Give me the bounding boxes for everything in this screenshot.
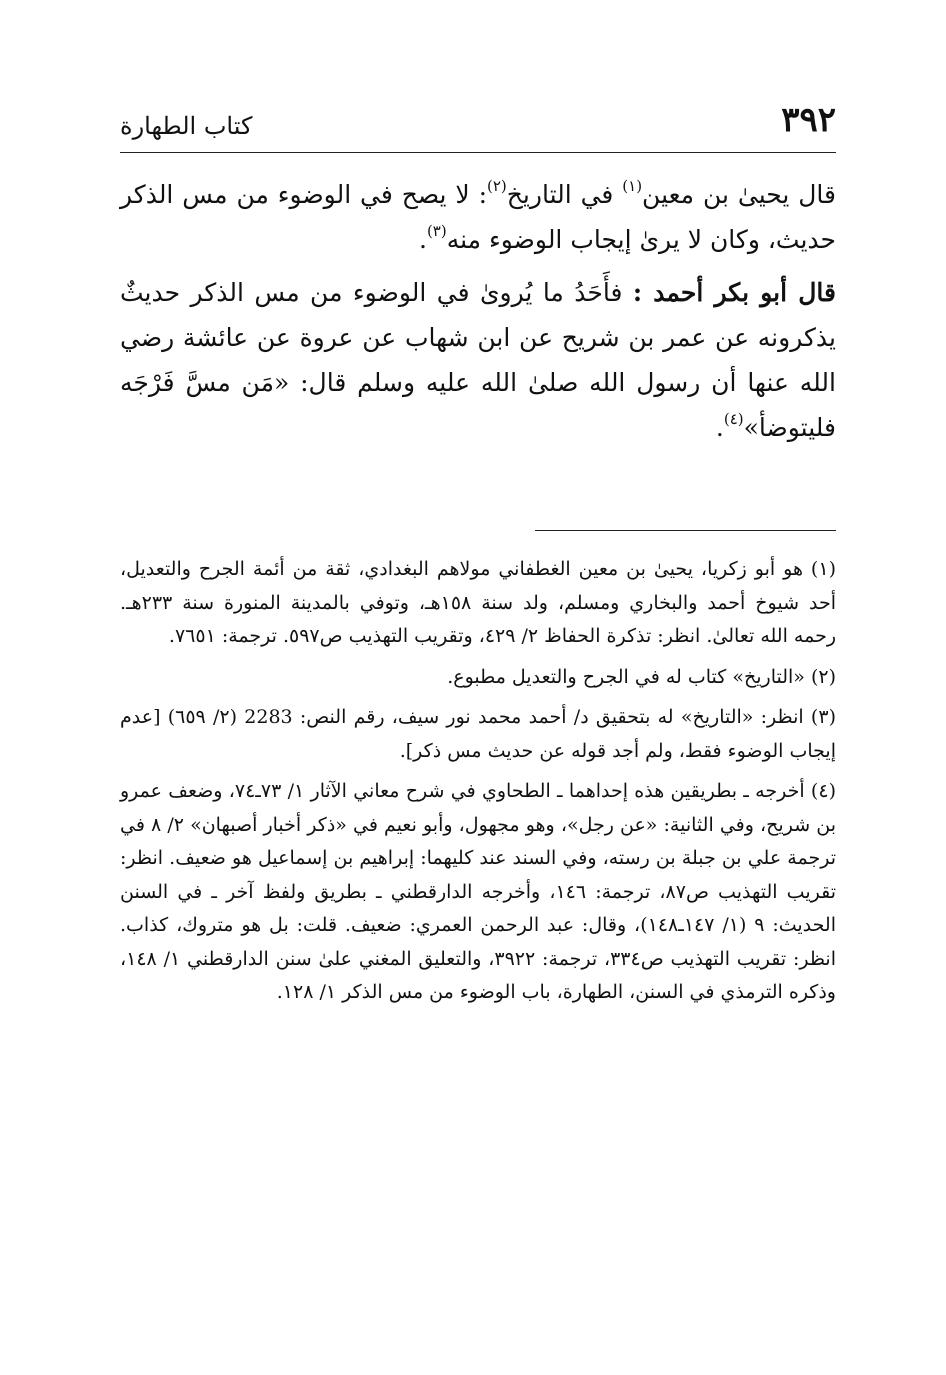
footnote-separator <box>535 530 836 531</box>
text-run: فأَحَدُ ما يُروىٰ في الوضوء من مس الذكر حديثٌ يذكرونه عن عمر بن شريح عن ابن شهاب عن عروة عن عائشة رضي الله عنها أن رسول الله صلىٰ الله عليه وسلم قال: «مَن مسَّ فَرْجَه فليتوضأ» <box>120 278 836 442</box>
footnotes <box>120 553 836 1017</box>
paragraph-2 <box>120 270 836 450</box>
paragraph-1 <box>120 172 836 262</box>
footnote-ref-4[interactable]: (٤) <box>723 410 744 428</box>
text-run: : لا يصح في الوضوء من مس الذكر حديث، وكان لا يرىٰ إيجاب الوضوء منه <box>120 180 836 254</box>
footnote-4: (٤) أخرجه ـ بطريقين هذه إحداهما ـ الطحاوي في شرح معاني الآثار ١/ ٧٣ـ٧٤، وضعف عمرو بن شريح، وفي الثانية: «عن رجل»، وهو مجهول، وأبو نعيم في «ذكر أخبار أصبهان» ٢/ ٨ في ترجمة علي بن جبلة بن رسته، وفي السند عند كليهما: إبراهيم بن إسماعيل هو ضعيف. انظر: تقريب التهذيب ص٨٧، ترجمة: ١٤٦، وأخرجه الدارقطني ـ بطريق ولفظ آخر ـ في السنن الحديث: ٩ (١/ ١٤٧ـ١٤٨)، وقال: عبد الرحمن العمري: ضعيف. قلت: بل هو متروك، كذاب. انظر: تقريب التهذيب ص٣٣٤، ترجمة: ٣٩٢٢، والتعليق المغني علىٰ سنن الدارقطني ١/ ١٤٨، وذكره الترمذي في السنن، الطهارة، باب الوضوء من مس الذكر ١/ ١٢٨. <box>120 780 836 1003</box>
footnote-ref-2[interactable]: (٢) <box>487 177 507 195</box>
footnote-3: (٣) انظر: «التاريخ» له بتحقيق د/ أحمد محمد نور سيف، رقم النص: 2283 (٢/ ٦٥٩) [عدم إيجاب الوضوء فقط، ولم أجد قوله عن حديث مس ذكر]. <box>120 706 836 762</box>
footnote-2: (٢) «التاريخ» كتاب له في الجرح والتعديل مطبوع. <box>447 665 836 688</box>
text-run: . <box>715 413 724 442</box>
text-run: قال يحيىٰ بن معين <box>642 180 836 209</box>
footnote-ref-1[interactable]: (١) <box>622 177 643 195</box>
footnote-ref-3[interactable]: (٣) <box>426 222 447 240</box>
footnote-1: (١) هو أبو زكريا، يحيىٰ بن معين الغطفاني مولاهم البغدادي، ثقة من أئمة الجرح والتعديل، أحد شيوخ أحمد والبخاري ومسلم، ولد سنة ١٥٨هـ، وتوفي بالمدينة المنورة سنة ٢٣٣هـ. رحمه الله تعالىٰ. انظر: تذكرة الحفاظ ٢/ ٤٢٩، وتقريب التهذيب ص٥٩٧. ترجمة: ٧٦٥١. <box>120 558 836 647</box>
running-title: كتاب الطهارة <box>120 112 253 140</box>
page-number: ٣٩٢ <box>781 100 836 140</box>
page-header <box>120 100 836 153</box>
main-text <box>120 172 836 458</box>
speaker-label: قال أبو بكر أحمد : <box>632 278 836 307</box>
text-run: . <box>418 225 427 254</box>
text-run: في التاريخ <box>506 180 623 209</box>
